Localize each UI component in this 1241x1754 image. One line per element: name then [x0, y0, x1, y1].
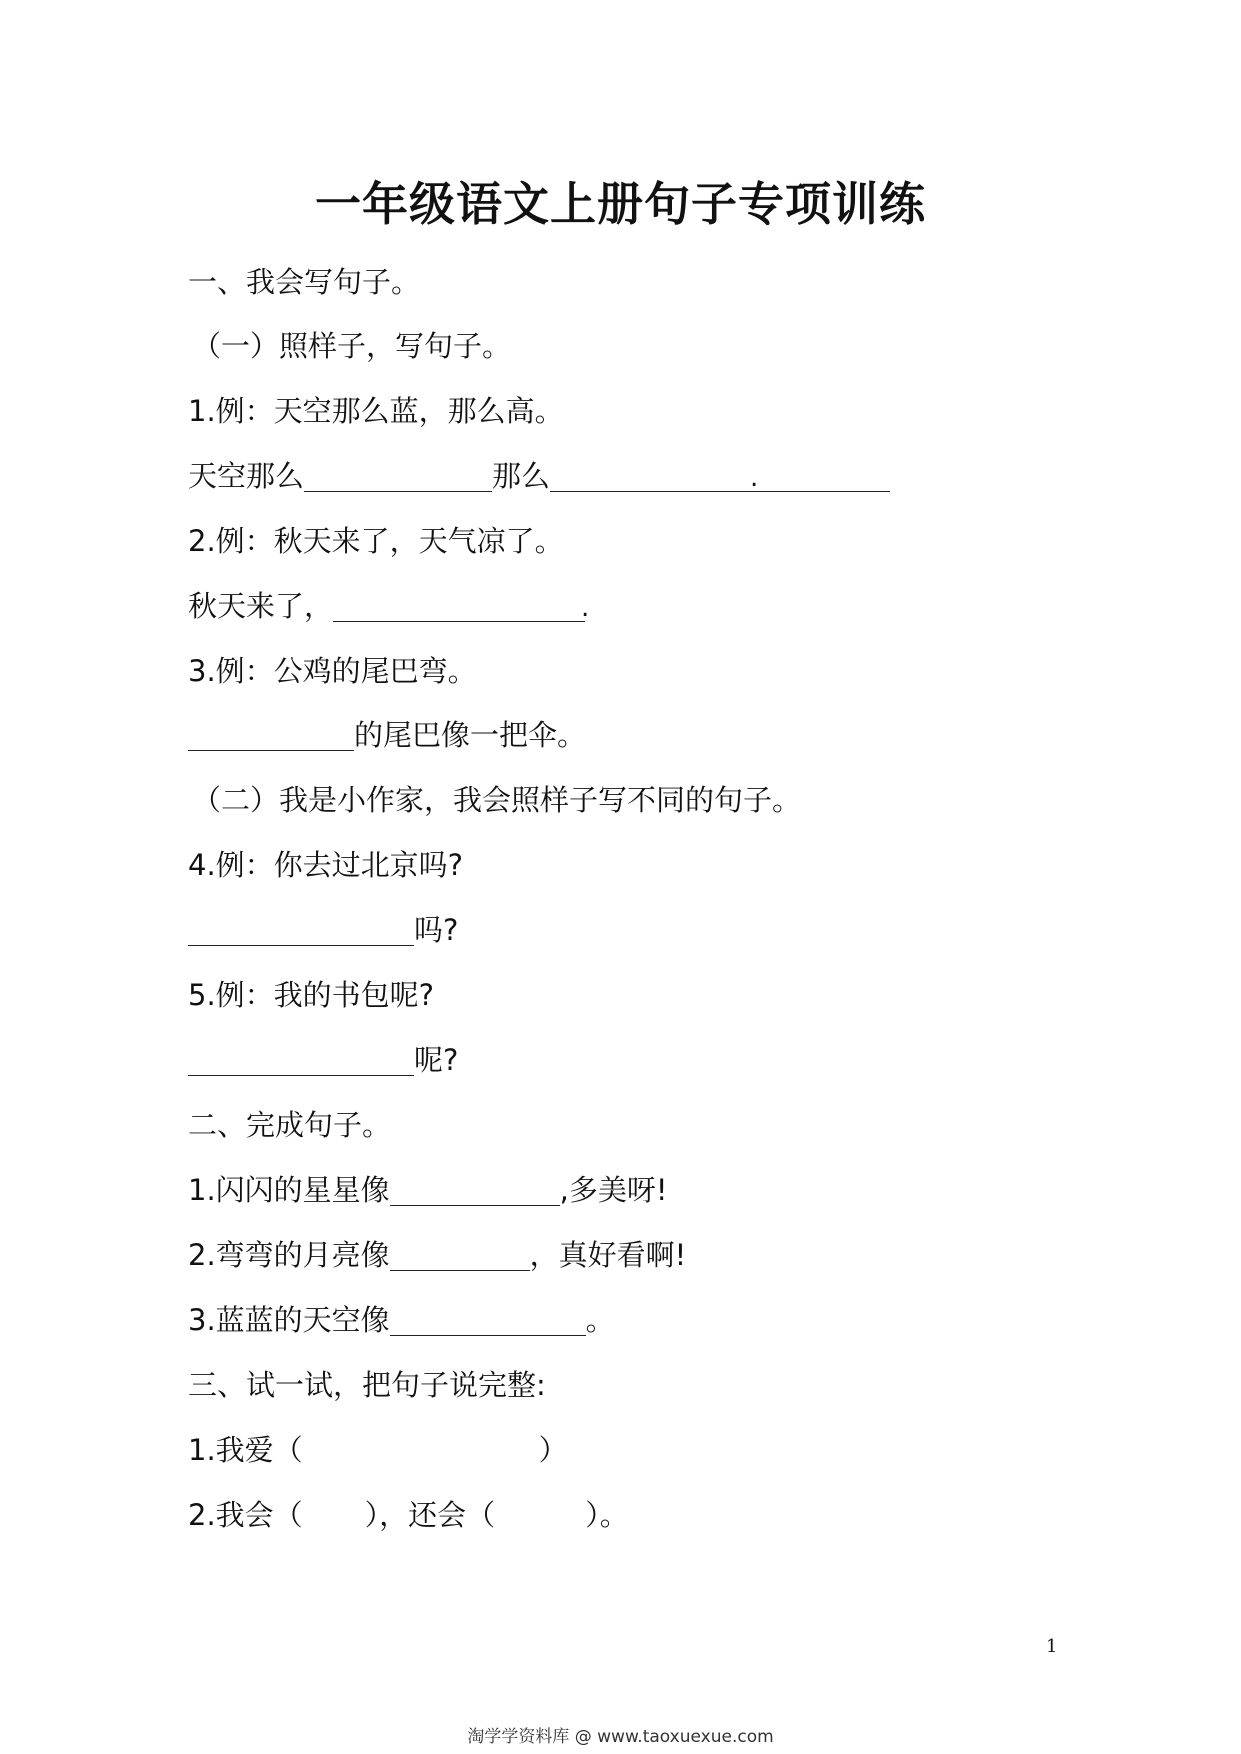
- q4-answer-line: [188, 910, 458, 950]
- q4-suffix: 吗?: [414, 913, 459, 947]
- s3-item-1: [188, 1430, 568, 1470]
- q4-blank[interactable]: [188, 915, 414, 946]
- q5-blank[interactable]: [188, 1045, 414, 1076]
- section-3-heading: 三、试一试，把句子说完整:: [188, 1368, 546, 1402]
- s2-item-2-blank[interactable]: [390, 1240, 530, 1271]
- q2-answer-line: [188, 586, 590, 626]
- q1-blank-2[interactable]: [550, 461, 890, 492]
- s3-item-2-close: ）。: [585, 1498, 629, 1532]
- s2-item-3: [188, 1300, 615, 1340]
- s2-item-3-prefix: 3.蓝蓝的天空像: [188, 1303, 390, 1337]
- q2-dot: .: [581, 593, 590, 623]
- section-1-sub-1: （一）照样子，写句子。: [192, 329, 512, 363]
- footer-watermark: 淘学学资料库 @ www.taoxuexue.com: [467, 1727, 774, 1747]
- q5-suffix: 呢?: [414, 1043, 459, 1077]
- page-title: 一年级语文上册句子专项训练: [315, 177, 926, 231]
- s2-item-1-prefix: 1.闪闪的星星像: [188, 1173, 390, 1207]
- q3-blank[interactable]: [188, 720, 354, 751]
- s2-item-2-suffix: ，真好看啊!: [529, 1238, 687, 1272]
- q3-suffix: 的尾巴像一把伞。: [354, 718, 587, 752]
- s3-item-1-close: ）: [538, 1433, 568, 1467]
- s3-item-1-open: 1.我爱（: [188, 1433, 303, 1467]
- page-number: 1: [1046, 1636, 1058, 1657]
- q2-example: 2.例：秋天来了，天气凉了。: [188, 524, 564, 558]
- q1-prefix: 天空那么: [188, 459, 305, 493]
- s2-item-3-suffix: 。: [585, 1303, 615, 1337]
- section-1-heading: 一、我会写句子。: [188, 265, 421, 299]
- q2-prefix: 秋天来了，: [188, 589, 334, 623]
- q5-answer-line: [188, 1040, 458, 1080]
- s2-item-2-prefix: 2.弯弯的月亮像: [188, 1238, 390, 1272]
- q3-answer-line: [188, 715, 586, 755]
- s2-item-3-blank[interactable]: [390, 1305, 586, 1336]
- q1-middle: 那么: [492, 459, 551, 493]
- s2-item-1: [188, 1170, 668, 1210]
- q1-dot: .: [750, 463, 759, 493]
- q5-example: 5.例：我的书包呢?: [188, 978, 435, 1012]
- q2-blank[interactable]: [333, 591, 590, 623]
- q1-answer-line: [188, 456, 890, 496]
- s2-item-1-blank[interactable]: [390, 1175, 560, 1206]
- q4-example: 4.例：你去过北京吗?: [188, 848, 464, 882]
- s2-item-2: [188, 1235, 686, 1275]
- q1-example: 1.例：天空那么蓝，那么高。: [188, 394, 564, 428]
- section-2-heading: 二、完成句子。: [188, 1108, 392, 1142]
- s3-item-2-mid: ），还会（: [364, 1498, 496, 1532]
- section-1-sub-2: （二）我是小作家，我会照样子写不同的句子。: [192, 783, 802, 817]
- s3-item-2: [188, 1495, 629, 1535]
- q3-example: 3.例：公鸡的尾巴弯。: [188, 654, 477, 688]
- s3-item-2-open: 2.我会（: [188, 1498, 303, 1532]
- q1-blank-1[interactable]: [304, 461, 492, 492]
- s2-item-1-suffix: ,多美呀!: [559, 1173, 668, 1207]
